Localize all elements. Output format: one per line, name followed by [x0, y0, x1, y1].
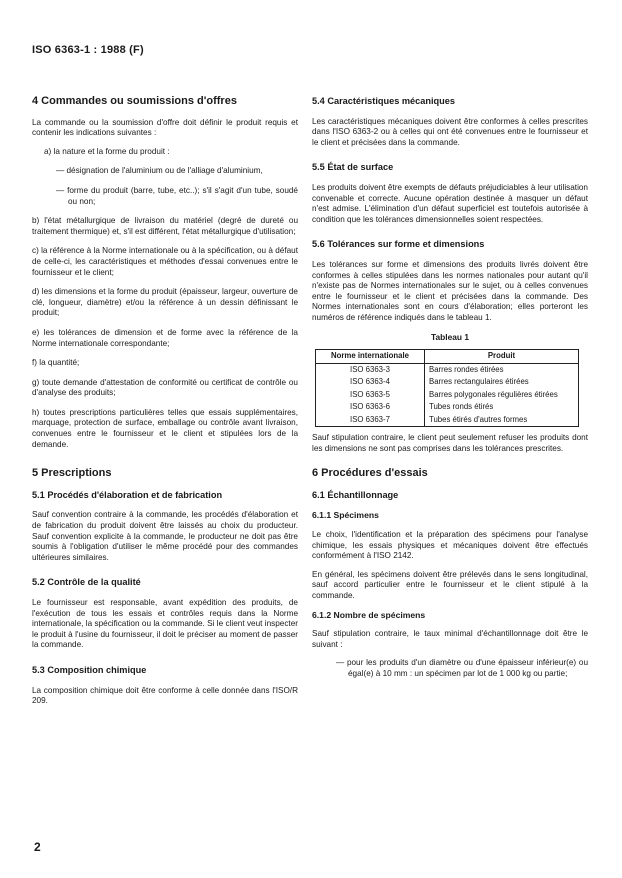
section-5-2-heading: 5.2 Contrôle de la qualité [32, 577, 141, 588]
section-6-1-2-heading: 6.1.2 Nombre de spécimens [312, 609, 426, 620]
section-5-1-text: Sauf convention contraire à la commande, les procédés d'élaboration et de fabrication du produit doivent être laissés au choix du producteur. Sauf convention explicite à la commande, le producteur ne doit pas être soumis à l'obligation d'utiliser le même procédé pour des commandes ultérieures similaires. [32, 510, 298, 562]
list-item-g: g) toute demande d'attestation de conformité ou certificat de contrôle ou d'analyse des produits; [32, 377, 298, 398]
list-item-c: c) la référence à la Norme internationale ou à la spécification, ou à défaut de celle-ci, les caractéristiques et méthodes d'essai convenues entre le fournisseur et le client; [32, 246, 298, 277]
section-5-5-text: Les produits doivent être exempts de défauts préjudiciables à leur utilisation convenable et correcte. Aucune opération destinée à masquer un défaut n'est admise. L'élimination d'un défaut superficiel est toutefois autorisée à condition que les tolérances dimensionnelles soient respectées. [312, 182, 588, 224]
table-row [316, 363, 579, 376]
section-5-4-text: Les caractéristiques mécaniques doivent être conformes à celles prescrites dans l'ISO 6363-2 ou à celles qui ont été convenues entre le fournisseur et le client et précisées dans la commande. [312, 116, 588, 147]
section-6-1-1-heading: 6.1.1 Spécimens [312, 510, 379, 521]
list-item-a: a) la nature et la forme du produit : [44, 146, 170, 156]
list-item-e: e) les tolérances de dimension et de forme avec la référence de la Norme internationale correspondante; [32, 327, 298, 348]
section-5-3-text: La composition chimique doit être conforme à celle donnée dans l'ISO/R 209. [32, 685, 298, 706]
section-5-2-text: Le fournisseur est responsable, avant expédition des produits, de l'exécution de tous les essais et contrôles requis dans la Norme internationale, la spécification ou la commande. Si le client veut inspecter le produit à l'usine du fournisseur, il doit le préciser au moment de passer la commande. [32, 598, 298, 650]
list-item-d: d) les dimensions et la forme du produit (épaisseur, largeur, ouverture de clé, longueur, diamètre) et/ou la référence à un dessin définissant le produit; [32, 287, 298, 318]
table-cell-standard: ISO 6363-3 [316, 363, 425, 376]
table-row [316, 401, 579, 414]
section-5-6-heading: 5.6 Tolérances sur forme et dimensions [312, 239, 485, 250]
table-cell-product: Tubes ronds étirés [425, 401, 579, 414]
table-header-standard: Norme internationale [316, 350, 425, 364]
section-6-1-heading: 6.1 Échantillonnage [312, 489, 399, 500]
list-item-a-dash-2: — forme du produit (barre, tube, etc..); s'il s'agit d'un tube, soudé ou non; [56, 185, 298, 206]
section-6-1-1-text-1: Le choix, l'identification et la préparation des spécimens pour l'analyse chimique, les essais physiques et mécaniques doivent être effectués conformément à l'ISO 2142. [312, 530, 588, 561]
list-item-f: f) la quantité; [32, 358, 80, 368]
left-column [32, 96, 298, 715]
page-number: 2 [34, 840, 41, 854]
section-5-1-heading: 5.1 Procédés d'élaboration et de fabrication [32, 489, 223, 500]
section-4-heading: 4 Commandes ou soumissions d'offres [32, 95, 237, 107]
section-4-intro: La commande ou la soumission d'offre doit définir le produit requis et contenir les indications suivantes : [32, 117, 298, 138]
list-item-b: b) l'état métallurgique de livraison du matériel (degré de dureté ou traitement thermique) et, s'il est différent, l'état métallurgique d'utilisation; [32, 216, 298, 236]
section-5-6-text: Les tolérances sur forme et dimensions des produits livrés doivent être conformes à celles stipulées dans les normes nationales pour autant qu'il n'existe pas de Normes internationales sur le sujet, ou à celles convenues entre le fournisseur et le client et précisées dans la commande. Des Normes internationales sont en cours d'élaboration; elles porteront les numéros de référence indiqués dans le tableau 1. [312, 259, 588, 322]
section-6-1-2-dash: — pour les produits d'un diamètre ou d'une épaisseur inférieur(e) ou égal(e) à 10 mm : un spécimen par lot de 1 000 kg ou partie; [336, 658, 588, 678]
table-row [316, 389, 579, 402]
table-row [316, 414, 579, 427]
section-5-heading: 5 Prescriptions [32, 467, 112, 480]
section-5-5-heading: 5.5 État de surface [312, 162, 394, 173]
section-6-1-1-text-2: En général, les spécimens doivent être prélevés dans le sens longitudinal, sauf accord particulier entre le fournisseur et le client stipulé à la commande. [312, 569, 588, 601]
section-5-6-after-table: Sauf stipulation contraire, le client peut seulement refuser les produits dont les dimensions ne sont pas comprises dans les tolérances prescrites. [312, 433, 588, 453]
section-6-heading: 6 Procédures d'essais [312, 467, 428, 480]
table-cell-product: Barres polygonales régulières étirées [425, 389, 579, 402]
page-header: ISO 6363-1 : 1988 (F) [32, 44, 144, 56]
table-cell-standard: ISO 6363-4 [316, 376, 425, 389]
table-cell-standard: ISO 6363-6 [316, 401, 425, 414]
section-6-1-2-text: Sauf stipulation contraire, le taux minimal d'échantillonnage doit être le suivant : [312, 629, 588, 649]
list-item-a-dash-1: — désignation de l'aluminium ou de l'alliage d'aluminium, [56, 166, 263, 176]
table-cell-standard: ISO 6363-5 [316, 389, 425, 402]
table-row [316, 376, 579, 389]
right-column [312, 96, 588, 689]
section-5-3-heading: 5.3 Composition chimique [32, 664, 147, 675]
table-cell-standard: ISO 6363-7 [316, 414, 425, 427]
table-cell-product: Barres rectangulaires étirées [425, 376, 579, 389]
table-cell-product: Tubes étirés d'autres formes [425, 414, 579, 427]
section-5-4-heading: 5.4 Caractéristiques mécaniques [312, 96, 455, 106]
table-header-product: Produit [425, 350, 579, 364]
table-caption: Tableau 1 [430, 331, 469, 342]
list-item-h: h) toutes prescriptions particulières telles que essais supplémentaires, marquage, protection de surface, emballage ou contrôle avant livraison, convenues entre le fournisseur et le client et stipulées lors de la demande. [32, 407, 298, 449]
table-cell-product: Barres rondes étirées [425, 363, 579, 376]
table-1 [315, 349, 579, 427]
